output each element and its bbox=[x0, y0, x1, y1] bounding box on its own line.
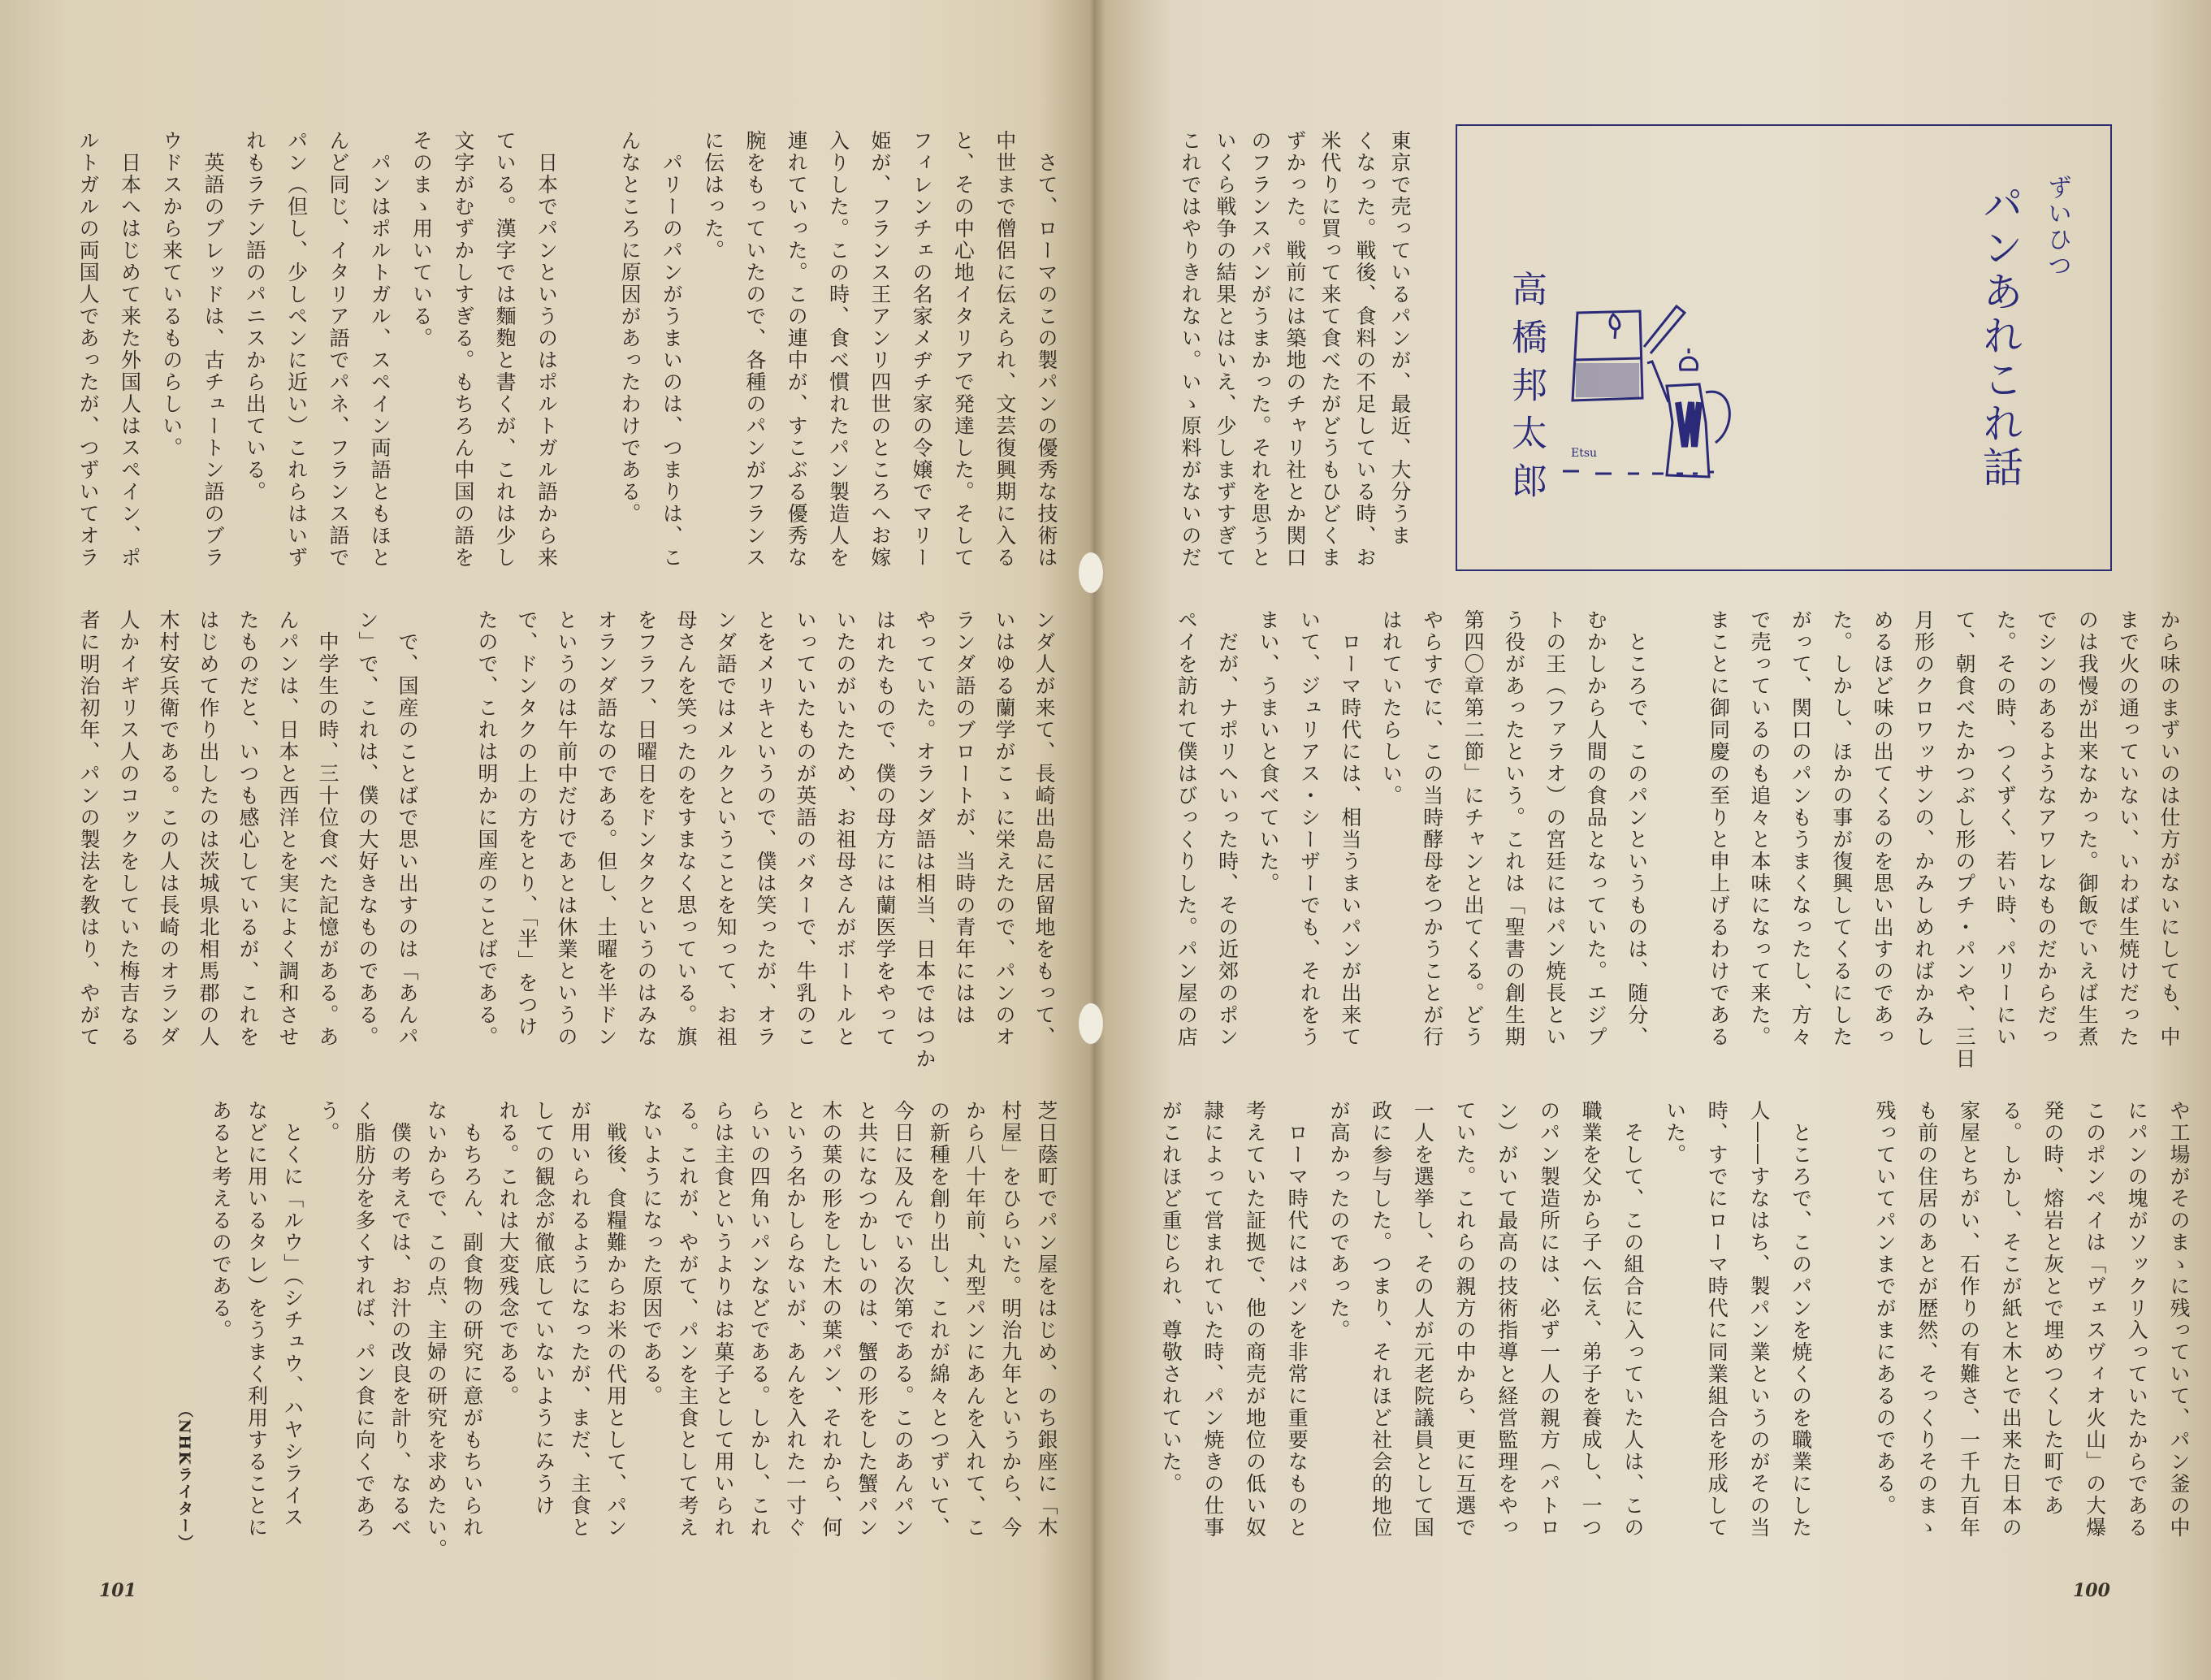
text-column: パンはポルトガル、スペイン両語ともほと bbox=[368, 130, 392, 569]
text-column: ンダ人が来て、長崎出島に居留地をもって、 bbox=[1032, 609, 1056, 1048]
text-column: 人――すなはち、製パン業というのがその当 bbox=[1746, 1100, 1771, 1539]
text-column: や工場がそのまゝに残っていて、パン釜の中 bbox=[2167, 1100, 2191, 1539]
left-page bbox=[0, 0, 1093, 1680]
text-column: 月形のクロワッサンの、かみしめればかみし bbox=[1911, 609, 1936, 1048]
text-column: んなところに原因があったわけである。 bbox=[618, 130, 643, 525]
text-column: う役があったという。これは「聖書の創生期 bbox=[1502, 609, 1526, 1048]
text-column: る。これが、やがて、パンを主食として考え bbox=[675, 1100, 699, 1539]
text-column: れもラテン語のパニスから出ている。 bbox=[243, 130, 267, 503]
page-number-right: 100 bbox=[2073, 1580, 2110, 1601]
text-column: 職業を父から子へ伝え、弟子を養成し、一つ bbox=[1579, 1100, 1603, 1539]
text-column: ルトガルの両国人であったが、つずいてオラ bbox=[76, 130, 101, 569]
text-column: も前の住居のあとが歴然、そっくりそのまゝ bbox=[1915, 1100, 1939, 1539]
text-column: んパンは、日本と西洋とを実によく調和させ bbox=[276, 609, 300, 1048]
text-column: ていた。これらの親方の中から、更に互選で bbox=[1453, 1100, 1478, 1539]
right-page-bottom-text bbox=[1149, 1100, 2200, 1552]
text-column: 発の時、熔岩と灰とで埋めつくした町であ bbox=[2040, 1100, 2065, 1517]
paragraph-gap bbox=[567, 130, 608, 573]
text-column: もちろん、副食物の研究に意がもちいられ bbox=[460, 1100, 484, 1539]
text-column: 姫が、フランス王アンリ四世のところへお嫁 bbox=[868, 130, 892, 569]
text-column: から味のまずいのは仕方がないにしても、中 bbox=[2157, 609, 2181, 1048]
page-number-left: 101 bbox=[99, 1580, 136, 1601]
text-column: た。その時、つくずく、若い時、パリーにい bbox=[1993, 609, 2018, 1048]
text-column: 残っていてパンまでがまにあるのである。 bbox=[1873, 1100, 1897, 1517]
text-column: そのまゝ用いている。 bbox=[409, 130, 434, 349]
author-name: 高橋邦太郎 bbox=[1505, 271, 1547, 510]
text-column: くなった。戦後、食料の不足している時、お bbox=[1353, 130, 1377, 569]
text-column: 芝日蔭町でパン屋をはじめ、のち銀座に「木 bbox=[1035, 1100, 1058, 1539]
text-column: んど同じ、イタリア語でパネ、フランス語で bbox=[326, 130, 350, 569]
article-title: パンあれこれ話 bbox=[1976, 183, 2023, 490]
text-column: 中世まで僧侶に伝えられ、文芸復興期に入る bbox=[993, 130, 1017, 569]
text-column: いたのがいたため、お祖母さんがボートルと bbox=[833, 609, 857, 1048]
text-column: ないからで、この点、主婦の研究を求めたい。 bbox=[424, 1100, 448, 1561]
text-column: このポンペイは「ヴェスヴィオ火山」の大爆 bbox=[2083, 1100, 2107, 1539]
text-column: と共になつかしいのは、蟹の形をした蟹パン bbox=[855, 1100, 879, 1539]
text-column: にパンの塊がソックリ入っていたからである bbox=[2125, 1100, 2149, 1539]
text-column: から八十年前、丸型パンにあんを入れて、こ bbox=[963, 1100, 987, 1539]
text-column: れる。これは大変残念である。 bbox=[495, 1100, 520, 1407]
text-column: 人かイギリス人のコックをしていた梅吉なる bbox=[117, 609, 141, 1048]
text-column: 中学生の時、三十位食べた記憶がある。あ bbox=[316, 609, 340, 1048]
title-box bbox=[1456, 124, 2112, 571]
text-column: やっていた。オランダ語は相当、日本ではつか bbox=[913, 609, 937, 1070]
text-column: 連れていった。この連中が、すこぶる優秀な bbox=[785, 130, 809, 569]
text-column: ずかった。戦前には築地のチャリ社とか関口 bbox=[1283, 130, 1307, 569]
right-page-top-text bbox=[1170, 130, 1417, 573]
text-column: という名かしらないが、あんを入れた一寸ぐ bbox=[783, 1100, 807, 1539]
text-column: る。しかし、そこが紙と木とで出来た日本の bbox=[1999, 1100, 2023, 1539]
text-column: 僕の考えでは、お汁の改良を計り、なるべ bbox=[388, 1100, 413, 1539]
text-column: ンダ語ではメルクということを知って、お祖 bbox=[714, 609, 738, 1048]
text-column: で、ドンタクの上の方をとり、「半」をつけ bbox=[515, 609, 539, 1038]
left-page-middle-text bbox=[69, 609, 1064, 1070]
text-column: 政に参与した。つまり、それほど社会的地位 bbox=[1369, 1100, 1393, 1539]
text-column: たものだと、いつも感心しているが、これを bbox=[236, 609, 260, 1048]
text-column: 木の葉の形をした木の葉パン、それから、何 bbox=[819, 1100, 843, 1539]
text-column: 入りした。この時、食べ慣れたパン製造人を bbox=[826, 130, 850, 569]
text-column: 者に明治初年、パンの製法を教はり、やがて bbox=[77, 609, 101, 1048]
text-column: いた。 bbox=[1663, 1100, 1687, 1166]
text-column: ペイを訪れて僕はびっくりした。パン屋の店 bbox=[1175, 609, 1199, 1048]
text-column: 米代りに買って来て食べたがどうもひどくま bbox=[1318, 130, 1342, 569]
text-column: 日本でパンというのはポルトガル語から来 bbox=[534, 130, 559, 569]
text-column: 母さんを笑ったのをすまなく思っている。旗 bbox=[674, 609, 698, 1048]
bread-and-coffee-pot-illustration bbox=[1563, 288, 1742, 483]
text-column: 隷によって営まれていた時、パン焼きの仕事 bbox=[1201, 1100, 1225, 1539]
text-column: をフラフ、日曜日をドンタクというのはみな bbox=[634, 609, 658, 1048]
text-column: のフランスパンがうまかった。それを思うと bbox=[1248, 130, 1272, 569]
text-column: に伝はった。 bbox=[701, 130, 725, 262]
text-column: とをメリキというので、僕は笑ったが、オラ bbox=[754, 609, 777, 1048]
text-column: だが、ナポリへいった時、その近郊のポン bbox=[1215, 609, 1240, 1048]
text-column: まことに御同慶の至りと申上げるわけである bbox=[1707, 609, 1731, 1048]
text-column: というのは午前中だけであとは休業というの bbox=[555, 609, 578, 1048]
text-column: 時、すでにローマ時代に同業組合を形成して bbox=[1705, 1100, 1729, 1539]
text-column: はれていたらしい。 bbox=[1379, 609, 1404, 807]
text-column: が高かったのであった。 bbox=[1326, 1100, 1351, 1341]
text-column: く脂肪分を多くすれば、パン食に向くであろ bbox=[353, 1100, 377, 1539]
text-column: ローマ時代にはパンを非常に重要なものと bbox=[1285, 1100, 1309, 1539]
text-column: う。 bbox=[316, 1100, 340, 1144]
paragraph-gap bbox=[427, 609, 467, 1064]
text-column: むかしから人間の食品となっていた。エジプ bbox=[1584, 609, 1608, 1048]
author-credit: （NHKライター） bbox=[175, 1402, 194, 1552]
text-column: やらすでに、この当時酵母をつかうことが行 bbox=[1420, 609, 1444, 1048]
text-column: ところで、このパンを焼くのを職業にした bbox=[1789, 1100, 1813, 1539]
text-column: さて、ローマのこの製パンの優秀な技術は bbox=[1035, 130, 1058, 569]
text-column: のは我慢が出来なかった。御飯でいえば生煮 bbox=[2075, 609, 2100, 1048]
text-column: ウドスから来ているものらしい。 bbox=[159, 130, 184, 459]
text-column: 考えていた証拠で、他の商売が地位の低い奴 bbox=[1243, 1100, 1267, 1539]
text-column: でシンのあるようなアワレなものだからだっ bbox=[2034, 609, 2058, 1048]
illustration-signature: Etsu bbox=[1571, 447, 1598, 460]
text-column: とくに「ルウ」（シチュウ、ハヤシライス bbox=[280, 1100, 305, 1529]
text-column: 第四〇章第二節」にチャンと出てくる。どう bbox=[1461, 609, 1486, 1048]
text-column: まで火の通っていない、いわば生焼けだった bbox=[2116, 609, 2140, 1048]
text-column: ないようになった原因である。 bbox=[639, 1100, 664, 1407]
text-column: トの王（ファラオ）の宮廷にはパン焼長とい bbox=[1543, 609, 1567, 1048]
text-column: 日本へはじめて来た外国人はスペイン、ポ bbox=[118, 130, 142, 569]
text-column: これではやりきれない。いゝ原料がないのだ bbox=[1179, 130, 1202, 569]
text-column: オランダ語なのである。但し、土曜を半ドン bbox=[595, 609, 618, 1048]
text-column: ローマ時代には、相当うまいパンが出来て bbox=[1338, 609, 1362, 1048]
series-label: ずいひつ bbox=[2043, 175, 2071, 279]
paragraph-gap bbox=[1822, 1100, 1864, 1552]
text-column: まい、うまいと食べていた。 bbox=[1257, 609, 1281, 894]
text-column: などに用いるタレ）をうまく利用することに bbox=[244, 1100, 269, 1539]
left-page-bottom-text bbox=[166, 1100, 1064, 1561]
right-page-middle-text bbox=[1166, 609, 2189, 1070]
text-column: いくら戦争の結果とはいえ、少しまずすぎて bbox=[1214, 130, 1237, 569]
text-column: の新種を創り出し、これが綿々とつずいて、 bbox=[927, 1100, 951, 1539]
text-column: た。しかし、ほかの事が復興してくるにした bbox=[1829, 609, 1854, 1048]
text-column: そして、この組合に入っていた人は、この bbox=[1620, 1100, 1645, 1539]
text-column: たので、これは明かに国産のことばである。 bbox=[475, 609, 499, 1048]
text-column: はれたもので、僕の母方には蘭医学をやって bbox=[873, 609, 897, 1048]
text-column: 今日に及んでいる次第である。このあんパン bbox=[891, 1100, 915, 1539]
text-column: ところで、このパンというものは、随分、 bbox=[1625, 609, 1649, 1048]
text-column: がこれほど重じられ、尊敬されていた。 bbox=[1159, 1100, 1183, 1495]
text-column: 文字がむずかしすぎる。もちろん中国の語を bbox=[451, 130, 475, 569]
text-column: あると考えるのである。 bbox=[209, 1100, 233, 1341]
text-column: 一人を選挙し、その人が元老院議員として国 bbox=[1411, 1100, 1435, 1539]
text-column: 戦後、食糧難からお米の代用として、パン bbox=[604, 1100, 628, 1539]
text-column: らは主食というよりはお菓子として用いられ bbox=[712, 1100, 736, 1539]
text-column: フィレンチェの名家メヂチ家の令嬢でマリー bbox=[910, 130, 934, 569]
text-column: 東京で売っているパンが、最近、大分うま bbox=[1388, 130, 1412, 547]
text-column: て、朝食べたかつぶし形のプチ・パンや、三日 bbox=[1952, 609, 1976, 1070]
text-column: はじめて作り出したのは茨城県北相馬郡の人 bbox=[197, 609, 220, 1048]
text-column: がって、関口のパンもうまくなったし、方々 bbox=[1789, 609, 1813, 1048]
text-column: が用いられるようになったが、まだ、主食と bbox=[568, 1100, 592, 1539]
left-page-top-text bbox=[67, 130, 1067, 573]
text-column: いて、ジュリアス・シーザーでも、それをう bbox=[1297, 609, 1322, 1048]
text-column: パリーのパンがうまいのは、つまりは、こ bbox=[660, 130, 684, 569]
text-column: ン）がいて最高の技術指導と経営監理をやっ bbox=[1495, 1100, 1519, 1539]
text-column: で売っているのも追々と本味になって来た。 bbox=[1747, 609, 1772, 1048]
text-column: 腕をもっていたので、各種のパンがフランス bbox=[742, 130, 767, 569]
text-column: いっていたものが英語のバターで、牛乳のこ bbox=[794, 609, 817, 1048]
text-column: めるほど味の出てくるのを思い出すのであっ bbox=[1871, 609, 1895, 1048]
text-column: パン（但し、少しペンに近い）これらはいず bbox=[284, 130, 309, 569]
paragraph-gap bbox=[1657, 609, 1698, 1064]
text-column: 英語のブレッドは、古チュートン語のブラ bbox=[201, 130, 226, 569]
text-column: しての観念が徹底していないようにみうけ bbox=[532, 1100, 556, 1517]
text-column: ランダ語のブロートが、当時の青年にはは bbox=[953, 609, 976, 1026]
text-column: のパン製造所には、必ず一人の親方（パトロ bbox=[1537, 1100, 1561, 1539]
text-column: 家屋とちがい、石作りの有難さ、一千九百年 bbox=[1957, 1100, 1981, 1539]
text-column: らいの四角いパンなどである。しかし、これ bbox=[747, 1100, 772, 1539]
text-column: 村屋」をひらいた。明治九年というから、今 bbox=[998, 1100, 1023, 1539]
text-column: ている。漢字では麵麭と書くが、これは少し bbox=[493, 130, 517, 569]
text-column: と、その中心地イタリアで発達した。そして bbox=[951, 130, 976, 569]
text-column: 木村安兵衛である。この人は長崎のオランダ bbox=[157, 609, 180, 1048]
text-column: いはゆる蘭学がこゝに栄えたので、パンのオ bbox=[993, 609, 1016, 1048]
text-column: で、国産のことばで思い出すのは「あんパ bbox=[396, 609, 419, 1048]
text-column: ン」で、これは、僕の大好きなものである。 bbox=[356, 609, 379, 1048]
